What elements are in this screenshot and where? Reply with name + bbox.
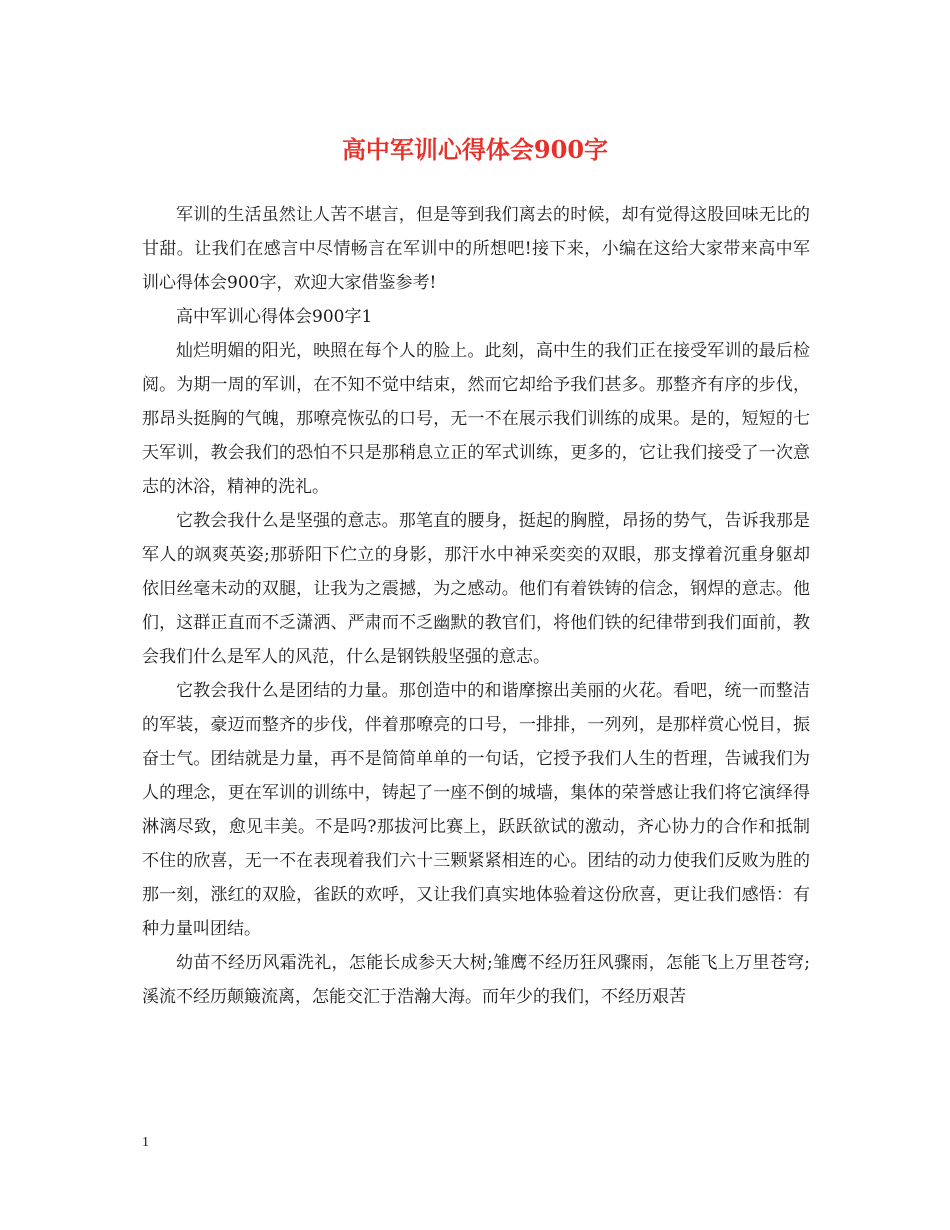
paragraph-intro: 军训的生活虽然让人苦不堪言，但是等到我们离去的时候，却有觉得这股回味无比的甘甜。让我们在感言中尽情畅言在军训中的所想吧!接下来，小编在这给大家带来高中军训心得体会900字，欢迎大家借鉴参考!	[142, 205, 810, 293]
paragraph-4: 幼苗不经历风霜洗礼，怎能长成参天大树;雏鹰不经历狂风骤雨，怎能飞上万里苍穹;溪流不经历颠簸流离，怎能交汇于浩瀚大海。而年少的我们，不经历艰苦	[142, 953, 810, 1007]
page-number: 1	[142, 1135, 149, 1150]
document-body	[142, 198, 810, 1014]
paragraph-2: 它教会我什么是坚强的意志。那笔直的腰身，挺起的胸膛，昂扬的势气，告诉我那是军人的飒爽英姿;那骄阳下伫立的身影，那汗水中神采奕奕的双眼，那支撑着沉重身躯却依旧丝毫未动的双腿，让我为之震撼，为之感动。他们有着铁铸的信念，钢焊的意志。他们，这群正直而不乏潇洒、严肃而不乏幽默的教官们，将他们铁的纪律带到我们面前，教会我们什么是军人的风范，什么是钢铁般坚强的意志。	[142, 511, 810, 667]
section-heading: 高中军训心得体会900字1	[176, 307, 373, 327]
paragraph-1: 灿烂明媚的阳光，映照在每个人的脸上。此刻，高中生的我们正在接受军训的最后检阅。为期一周的军训，在不知不觉中结束，然而它却给予我们甚多。那整齐有序的步伐，那昂头挺胸的气魄，那嘹亮恢弘的口号，无一不在展示我们训练的成果。是的，短短的七天军训，教会我们的恐怕不只是那稍息立正的军式训练，更多的，它让我们接受了一次意志的沐浴，精神的洗礼。	[142, 341, 810, 497]
paragraph-3: 它教会我什么是团结的力量。那创造中的和谐摩擦出美丽的火花。看吧，统一而整洁的军装，豪迈而整齐的步伐，伴着那嘹亮的口号，一排排，一列列，是那样赏心悦目，振奋士气。团结就是力量，再不是简简单单的一句话，它授予我们人生的哲理，告诫我们为人的理念，更在军训的训练中，铸起了一座不倒的城墙，集体的荣誉感让我们将它演绎得淋漓尽致，愈见丰美。不是吗?那拔河比赛上，跃跃欲试的激动，齐心协力的合作和抵制不住的欣喜，无一不在表现着我们六十三颗紧紧相连的心。团结的动力使我们反败为胜的那一刻，涨红的双脸，雀跃的欢呼，又让我们真实地体验着这份欣喜，更让我们感悟：有种力量叫团结。	[142, 681, 810, 939]
document-title: 高中军训心得体会900字	[341, 135, 609, 164]
